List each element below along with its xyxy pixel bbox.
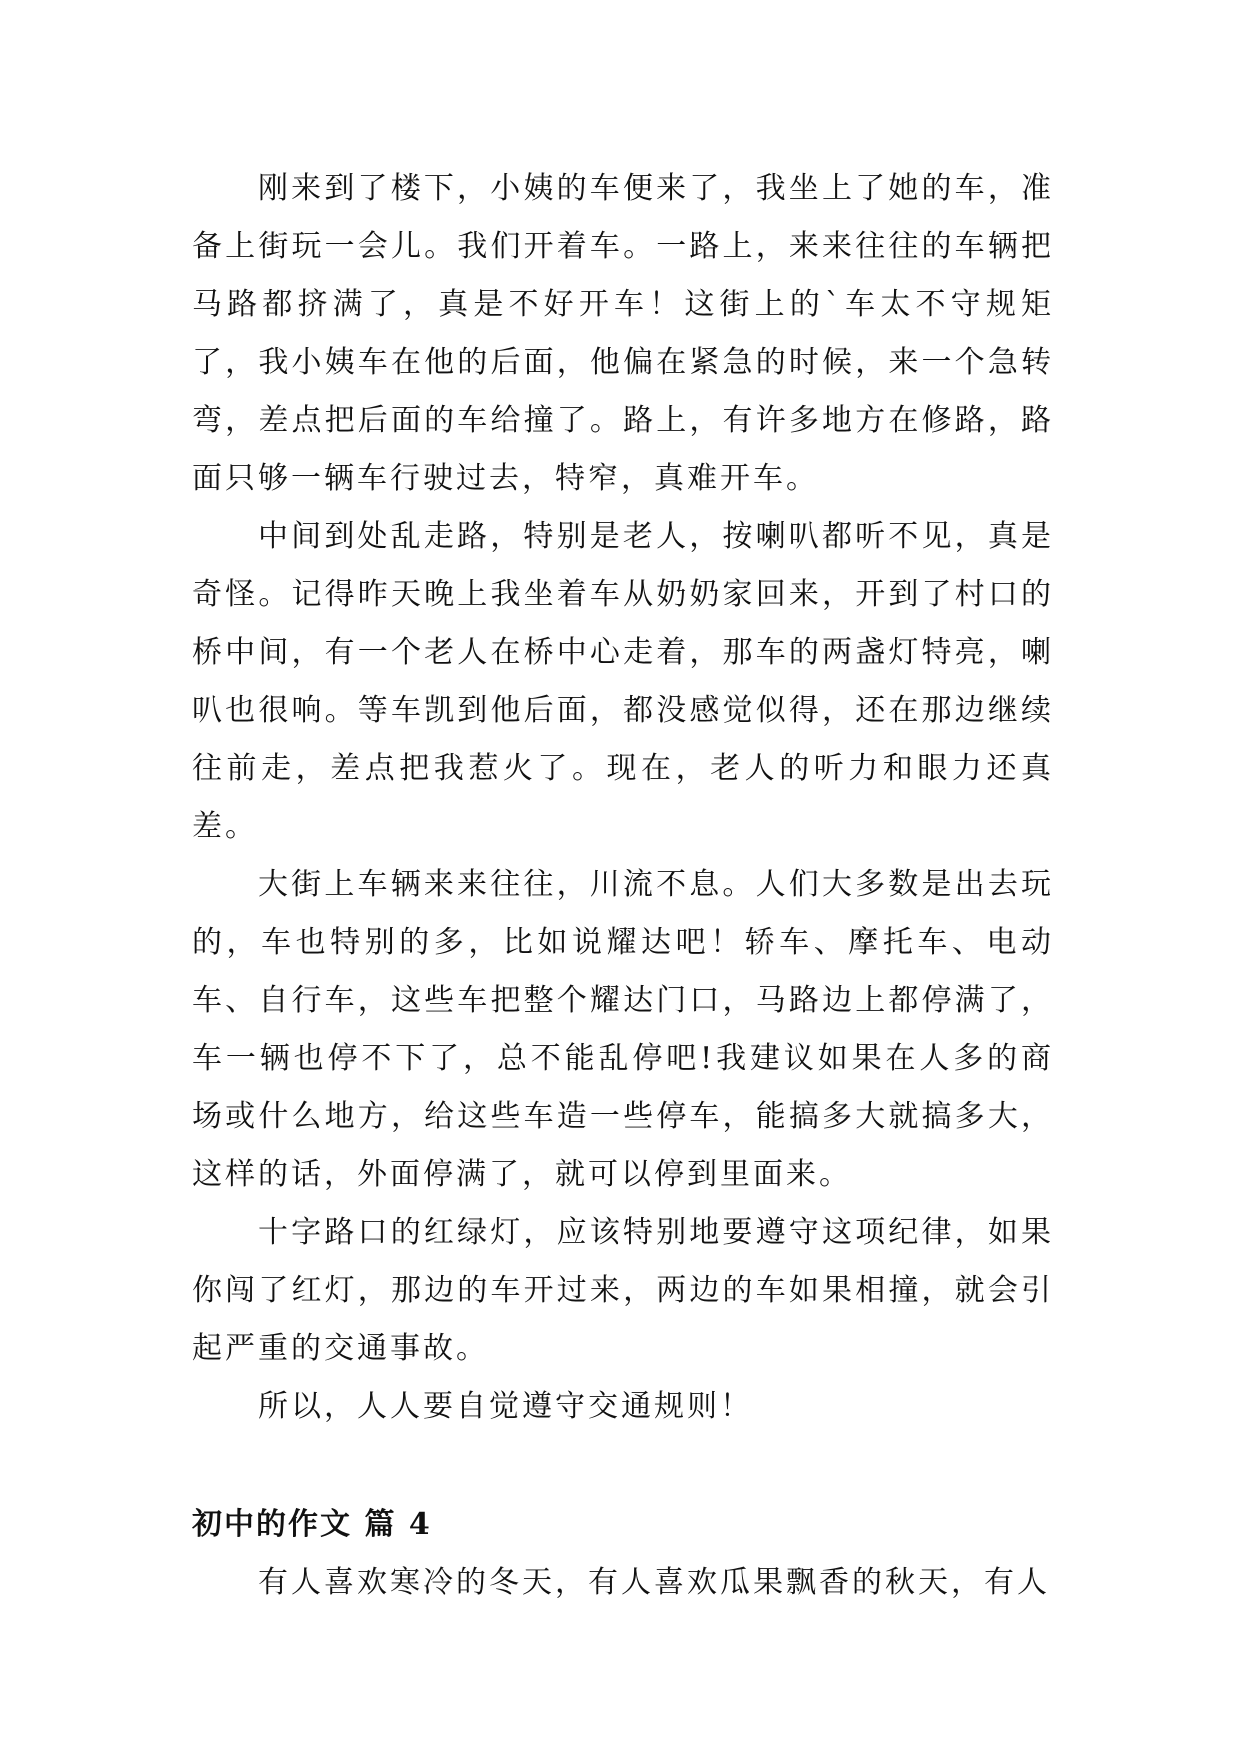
paragraph-6: 有人喜欢寒冷的冬天，有人喜欢瓜果飘香的秋天，有人 — [258, 1565, 1050, 1600]
paragraph-5: 所以，人人要自觉遵守交通规则！ — [258, 1389, 753, 1424]
paragraph-2: 中间到处乱走路，特别是老人，按喇叭都听不见，真是奇怪。记得昨天晚上我坐着车从奶奶家回来，开到了村口的桥中间，有一个老人在桥中心走着，那车的两盏灯特亮，喇叭也很响。等车凯到他后面，都没感觉似得，还在那边继续往前走，差点把我惹火了。现在，老人的听力和眼力还真差。 — [192, 519, 1054, 844]
paragraph-1: 刚来到了楼下，小姨的车便来了，我坐上了她的车，准备上街玩一会儿。我们开着车。一路上，来来往往的车辆把马路都挤满了，真是不好开车！这街上的`车太不守规矩了，我小姨车在他的后面，他偏在紧急的时候，来一个急转弯，差点把后面的车给撞了。路上，有许多地方在修路，路面只够一辆车行驶过去，特窄，真难开车。 — [192, 171, 1054, 496]
document-body — [192, 160, 1054, 1612]
paragraph-4: 十字路口的红绿灯，应该特别地要遵守这项纪律，如果你闯了红灯，那边的车开过来，两边的车如果相撞，就会引起严重的交通事故。 — [192, 1215, 1054, 1366]
section-heading: 初中的作文 篇 4 — [192, 1507, 432, 1542]
paragraph-3: 大街上车辆来来往往，川流不息。人们大多数是出去玩的，车也特别的多，比如说耀达吧！轿车、摩托车、电动车、自行车，这些车把整个耀达门口，马路边上都停满了，车一辆也停不下了，总不能乱停吧!我建议如果在人多的商场或什么地方，给这些车造一些停车，能搞多大就搞多大，这样的话，外面停满了，就可以停到里面来。 — [192, 867, 1054, 1192]
